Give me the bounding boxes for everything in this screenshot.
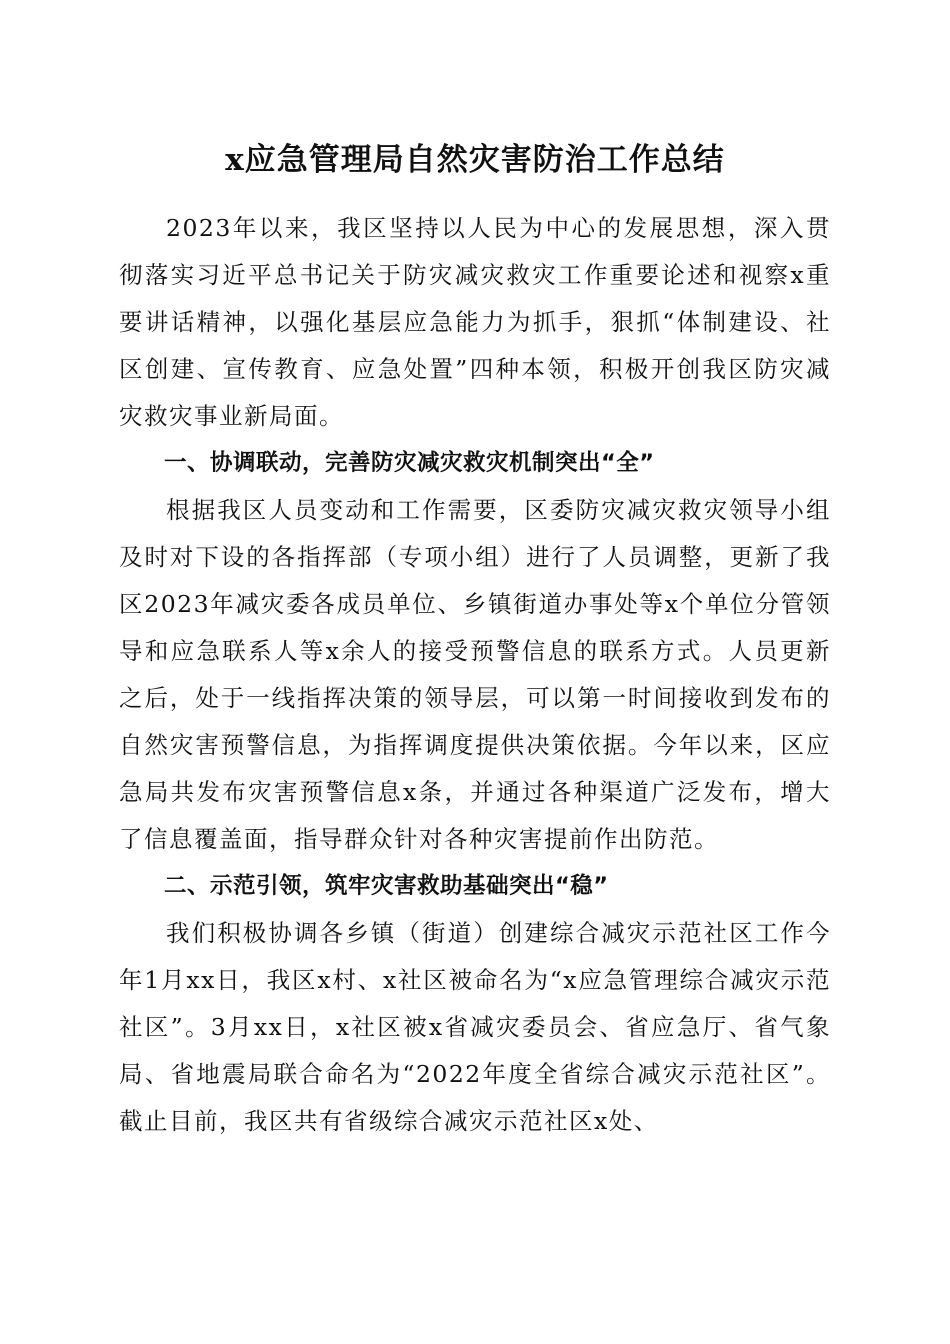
section-heading-1: 一、协调联动，完善防灾减灾救灾机制突出“全”: [164, 450, 655, 476]
intro-paragraph: 2023年以来，我区坚持以人民为中心的发展思想，深入贯彻落实习近平总书记关于防灾减灾救灾工作重要论述和视察x重要讲话精神，以强化基层应急能力为抓手，狠抓“体制建设、社区创建、宣传教育、应急处置”四种本领，积极开创我区防灾减灾救灾事业新局面。: [119, 214, 831, 430]
document-body: [119, 205, 831, 1145]
section-1-paragraph: 根据我区人员变动和工作需要，区委防灾减灾救灾领导小组及时对下设的各指挥部（专项小组）进行了人员调整，更新了我区2023年减灾委各成员单位、乡镇街道办事处等x个单位分管领导和应急联系人等x余人的接受预警信息的联系方式。人员更新之后，处于一线指挥决策的领导层，可以第一时间接收到发布的自然灾害预警信息，为指挥调度提供决策依据。今年以来，区应急局共发布灾害预警信息x条，并通过各种渠道广泛发布，增大了信息覆盖面，指导群众针对各种灾害提前作出防范。: [119, 496, 831, 853]
section-heading-2: 二、示范引领，筑牢灾害救助基础突出“稳”: [164, 873, 609, 899]
section-2-paragraph: 我们积极协调各乡镇（街道）创建综合减灾示范社区工作今年1月xx日，我区x村、x社区被命名为“x应急管理综合减灾示范社区”。3月xx日，x社区被x省减灾委员会、省应急厅、省气象局、省地震局联合命名为“2022年度全省综合减灾示范社区”。截止目前，我区共有省级综合减灾示范社区x处、: [119, 919, 831, 1135]
document-title: x应急管理局自然灾害防治工作总结: [225, 142, 725, 178]
